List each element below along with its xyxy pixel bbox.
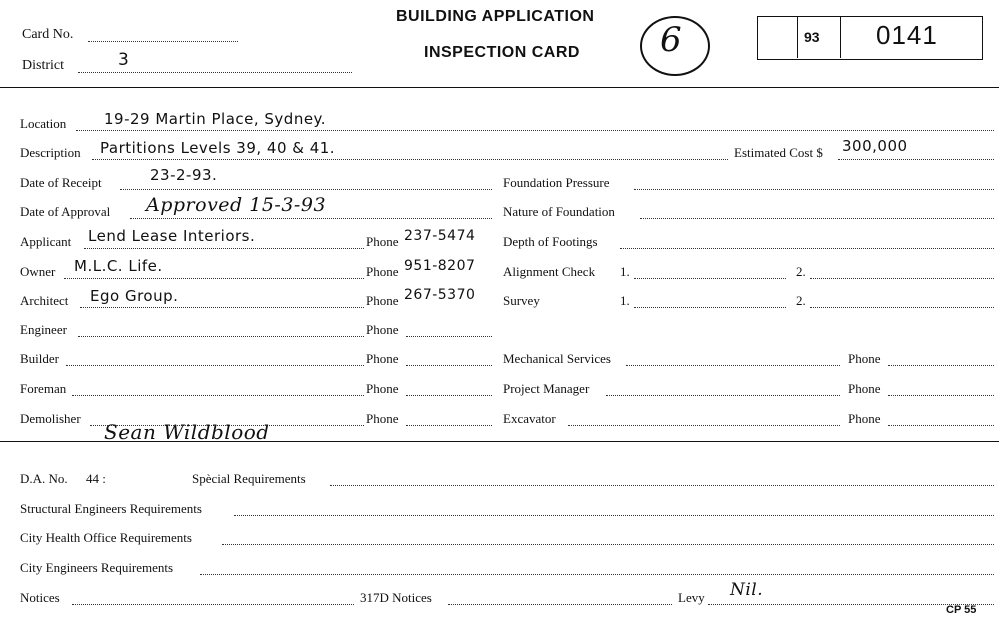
engineer-field[interactable] [78,336,364,337]
estimated-cost-field[interactable] [838,159,994,160]
survey-1-label: 1. [620,293,630,308]
signature: Sean Wildblood [104,420,270,444]
notices-field[interactable] [72,604,354,605]
alignment-1-field[interactable] [634,278,786,279]
project-manager-field[interactable] [606,395,840,396]
notices-label: Notices [20,590,60,605]
district-label: District [22,58,64,73]
header-rule [0,87,999,88]
applicant-field[interactable] [84,248,364,249]
card-number-box [757,16,983,60]
location-value: 19-29 Martin Place, Sydney. [104,110,327,128]
mechanical-phone-field[interactable] [888,365,994,366]
owner-label: Owner [20,264,56,279]
mechanical-label: Mechanical Services [503,351,611,366]
applicant-value: Lend Lease Interiors. [88,227,256,245]
depth-footings-field[interactable] [620,248,994,249]
engineer-label: Engineer [20,322,67,337]
survey-2-label: 2. [796,293,806,308]
card-number-value: 0141 [876,20,938,50]
circled-number: 6 [660,20,682,60]
date-approval-field[interactable] [130,218,492,219]
description-value: Partitions Levels 39, 40 & 41. [100,139,336,157]
survey-2-field[interactable] [810,307,994,308]
levy-value: Nil. [730,580,764,600]
description-label: Description [20,145,81,160]
project-manager-phone-field[interactable] [888,395,994,396]
description-field[interactable] [92,159,728,160]
levy-label: Levy [678,590,705,605]
survey-label: Survey [503,293,540,308]
survey-1-field[interactable] [634,307,786,308]
builder-phone-label: Phone [366,351,399,366]
title-line1: BUILDING APPLICATION [396,8,595,25]
alignment-2-label: 2. [796,264,806,279]
builder-phone-field[interactable] [406,365,492,366]
project-manager-phone-label: Phone [848,381,881,396]
engineer-phone-label: Phone [366,322,399,337]
form-code: CP 55 [946,604,977,616]
date-receipt-value: 23-2-93. [150,166,218,184]
applicant-label: Applicant [20,234,72,249]
architect-value: Ego Group. [90,287,179,305]
owner-value: M.L.C. Life. [74,257,163,275]
foreman-field[interactable] [72,395,364,396]
special-field[interactable] [330,485,994,486]
card-no-label: Card No. [22,27,74,42]
health-label: City Health Office Requirements [20,530,192,545]
owner-field[interactable] [64,278,364,279]
da-value: 44 : [86,471,106,486]
date-approval-value: Approved 15-3-93 [146,194,327,216]
architect-phone-value: 267-5370 [404,287,476,303]
builder-label: Builder [20,351,59,366]
architect-field[interactable] [80,307,364,308]
da-label: D.A. No. [20,471,68,486]
location-field[interactable] [76,130,994,131]
notices-317d-field[interactable] [448,604,672,605]
year-value: 93 [804,29,820,45]
demolisher-phone-label: Phone [366,411,399,426]
excavator-phone-label: Phone [848,411,881,426]
location-label: Location [20,116,67,131]
demolisher-label: Demolisher [20,411,81,426]
notices-317d-label: 317D Notices [360,590,432,605]
card-no-field[interactable] [88,41,238,42]
mechanical-field[interactable] [626,365,840,366]
date-approval-label: Date of Approval [20,204,111,219]
nature-foundation-label: Nature of Foundation [503,204,615,219]
builder-field[interactable] [66,365,364,366]
title-line2: INSPECTION CARD [424,44,580,61]
special-label: Spècial Requirements [192,471,306,486]
estimated-cost-value: 300,000 [842,137,908,155]
nature-foundation-field[interactable] [640,218,994,219]
engineer-phone-field[interactable] [406,336,492,337]
date-receipt-label: Date of Receipt [20,175,102,190]
mechanical-phone-label: Phone [848,351,881,366]
district-field[interactable] [78,72,352,73]
foundation-pressure-label: Foundation Pressure [503,175,610,190]
foreman-phone-field[interactable] [406,395,492,396]
excavator-field[interactable] [568,425,840,426]
excavator-phone-field[interactable] [888,425,994,426]
owner-phone-label: Phone [366,264,399,279]
alignment-2-field[interactable] [810,278,994,279]
architect-phone-label: Phone [366,293,399,308]
estimated-cost-label: Estimated Cost $ [734,145,823,160]
applicant-phone-label: Phone [366,234,399,249]
middle-rule [0,441,999,442]
structural-field[interactable] [234,515,994,516]
box-divider-2 [840,16,841,58]
city-eng-field[interactable] [200,574,994,575]
date-receipt-field[interactable] [120,189,492,190]
box-divider-1 [797,16,798,58]
district-value: 3 [118,50,130,70]
health-field[interactable] [222,544,994,545]
demolisher-phone-field[interactable] [406,425,492,426]
city-eng-label: City Engineers Requirements [20,560,174,575]
excavator-label: Excavator [503,411,556,426]
project-manager-label: Project Manager [503,381,590,396]
alignment-check-label: Alignment Check [503,264,596,279]
foundation-pressure-field[interactable] [634,189,994,190]
foreman-label: Foreman [20,381,67,396]
applicant-phone-value: 237-5474 [404,228,476,244]
owner-phone-value: 951-8207 [404,258,476,274]
structural-label: Structural Engineers Requirements [20,501,202,516]
architect-label: Architect [20,293,69,308]
depth-footings-label: Depth of Footings [503,234,598,249]
foreman-phone-label: Phone [366,381,399,396]
alignment-1-label: 1. [620,264,630,279]
